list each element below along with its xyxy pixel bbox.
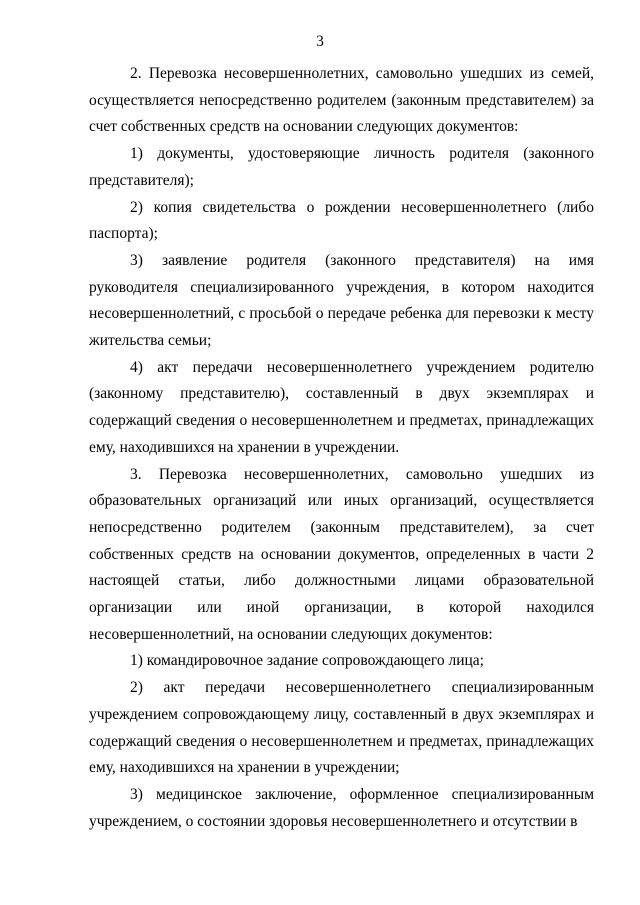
- document-body: [89, 61, 594, 835]
- paragraph: 3) заявление родителя (законного представителя) на имя руководителя специализированного учреждения, в котором находится несовершеннолетний, с просьбой о передаче ребенка для перевозки к месту жительства семьи;: [89, 251, 594, 350]
- paragraph: 2. Перевозка несовершеннолетних, самовольно ушедших из семей, осуществляется непосредственно родителем (законным представителем) за счет собственных средств на основании следующих документов:: [89, 65, 594, 136]
- paragraph: 3. Перевозка несовершеннолетних, самовольно ушедших из образовательных организаций или иных организаций, осуществляется непосредственно родителем (законным представителем), за счет собственных средств на основании документов, определенных в части 2 настоящей статьи, либо должностными лицами образовательной организации или иной организации, в которой находился несовершеннолетний, на основании следующих документов:: [89, 465, 594, 643]
- paragraph: 4) акт передачи несовершеннолетнего учреждением родителю (законному представителю), составленный в двух экземплярах и содержащий сведения о несовершеннолетнем и предметах, принадлежащих ему, находившихся на хранении в учреждении.: [89, 358, 594, 456]
- page-number: 3: [316, 33, 324, 50]
- paragraph: 2) копия свидетельства о рождении несовершеннолетнего (либо паспорта);: [89, 198, 594, 243]
- paragraph: 2) акт передачи несовершеннолетнего специализированным учреждением сопровождающему лицу, составленный в двух экземплярах и содержащий сведения о несовершеннолетнем и предметах, принадлежащих ему, находившихся на хранении в учреждении;: [89, 679, 594, 777]
- paragraph: 3) медицинское заключение, оформленное специализированным учреждением, о состоянии здоровья несовершеннолетнего и отсутствии в: [89, 785, 594, 830]
- paragraph: 1) командировочное задание сопровождающего лица;: [130, 652, 484, 670]
- paragraph: 1) документы, удостоверяющие личность родителя (законного представителя);: [89, 145, 594, 189]
